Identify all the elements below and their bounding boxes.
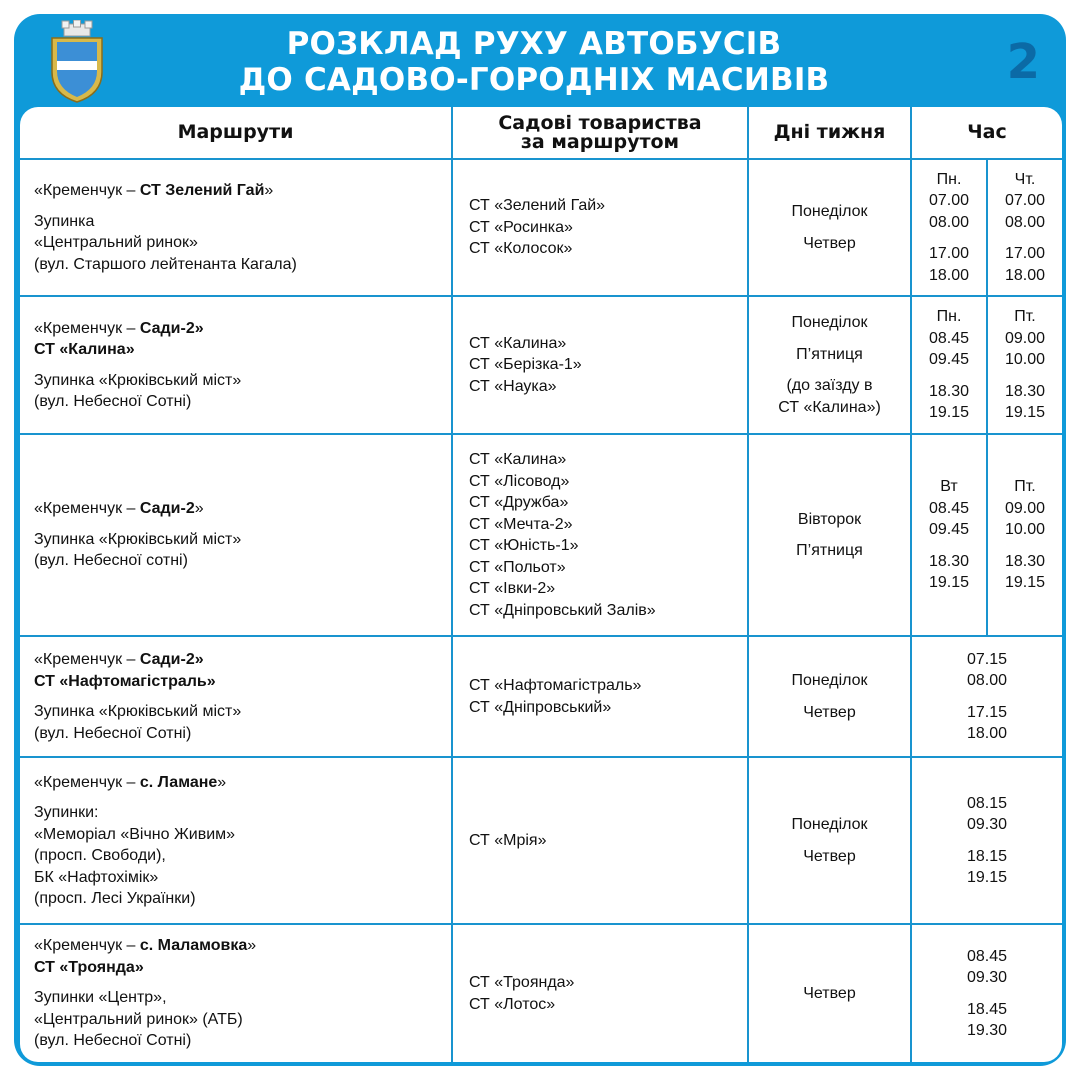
society-item: СТ «Польот» xyxy=(469,558,566,576)
societies-cell xyxy=(452,636,748,757)
route-name-prefix: «Кременчук – xyxy=(34,651,140,668)
spacer xyxy=(749,223,910,233)
time-day-label: Пн. xyxy=(936,170,962,188)
days-cell xyxy=(748,434,911,636)
route-name-suffix: » xyxy=(264,182,274,199)
departure-time: 17.15 xyxy=(966,703,1008,721)
society-item: СТ «Зелений Гай» xyxy=(469,197,606,215)
departure-time: 09.30 xyxy=(966,816,1008,833)
route-name xyxy=(34,649,451,671)
stop-info-line: БК «Нафтохімік» xyxy=(34,868,159,886)
spacer xyxy=(912,989,1062,999)
stop-info-line: «Центральний ринок» xyxy=(34,234,198,251)
table-row xyxy=(20,924,1062,1062)
weekday: П’ятниця xyxy=(796,542,863,559)
spacer xyxy=(749,334,910,344)
table-row xyxy=(20,296,1062,434)
societies-cell xyxy=(452,434,748,636)
spacer xyxy=(34,361,451,370)
stop-info-line: (вул. Небесної Сотні) xyxy=(34,393,192,410)
spacer xyxy=(34,520,451,529)
spacer xyxy=(749,365,910,375)
spacer xyxy=(749,530,910,540)
route-cell xyxy=(20,924,452,1062)
departure-time: 09.00 xyxy=(1004,499,1046,517)
table-row xyxy=(20,159,1062,296)
weekday: Четвер xyxy=(803,234,856,252)
days-note: СТ «Калина») xyxy=(778,398,881,416)
departure-time: 19.15 xyxy=(928,574,970,592)
route-society-name: СТ «Нафтомагістраль» xyxy=(34,672,216,690)
days-cell xyxy=(748,757,911,924)
stop-info-line: «Центральний ринок» (АТБ) xyxy=(34,1010,243,1028)
route-name xyxy=(34,935,451,957)
route-name-prefix: «Кременчук – xyxy=(34,319,140,337)
societies-cell xyxy=(452,159,748,296)
weekday: П’ятниця xyxy=(796,345,863,363)
spacer xyxy=(34,978,451,987)
departure-time: 17.00 xyxy=(928,245,970,263)
weekday: Вівторок xyxy=(797,510,862,528)
stop-info-line: (вул. Старшого лейтенанта Кагала) xyxy=(34,255,297,273)
society-item: СТ «Мечта-2» xyxy=(469,515,573,533)
weekday: Понеділок xyxy=(791,314,868,331)
departure-time: 08.00 xyxy=(928,213,970,231)
days-cell xyxy=(748,159,911,296)
stop-info-line: Зупинка «Крюківський міст» xyxy=(34,371,242,389)
departure-time: 19.30 xyxy=(966,1022,1008,1039)
title-line-2: ДО САДОВО-ГОРОДНІХ МАСИВІВ xyxy=(238,62,830,98)
stop-info-line: (вул. Небесної сотні) xyxy=(34,552,188,570)
title-line-1: РОЗКЛАД РУХУ АВТОБУСІВ xyxy=(286,26,782,62)
time-day-label: Пт. xyxy=(1014,308,1036,326)
society-item: СТ «Мрія» xyxy=(469,831,547,849)
departure-time: 18.45 xyxy=(966,1000,1008,1018)
society-item: СТ «Наука» xyxy=(469,377,557,395)
route-cell xyxy=(20,757,452,924)
route-name-destination: Сади-2 xyxy=(139,500,195,518)
society-item: СТ «Дружба» xyxy=(469,494,569,511)
table-header-row xyxy=(20,107,1062,159)
stop-info-line: Зупинка «Крюківський міст» xyxy=(34,703,242,720)
route-name xyxy=(34,318,451,340)
route-name xyxy=(34,180,451,202)
spacer xyxy=(988,371,1062,381)
column-header-societies-line2: за маршрутом xyxy=(520,130,680,153)
weekday: Четвер xyxy=(803,847,856,865)
time-column xyxy=(987,434,1062,636)
departure-time: 18.30 xyxy=(928,382,970,400)
departure-time: 18.30 xyxy=(928,552,970,570)
days-cell xyxy=(748,636,911,757)
departure-time: 10.00 xyxy=(1004,351,1046,369)
departure-time: 07.00 xyxy=(928,192,970,210)
departure-time: 09.45 xyxy=(928,351,970,369)
time-column xyxy=(911,159,987,296)
departure-time: 09.30 xyxy=(966,969,1008,986)
society-item: СТ «Івки-2» xyxy=(469,580,556,597)
society-item: СТ «Лісовод» xyxy=(469,472,570,490)
days-cell xyxy=(748,924,911,1062)
time-column xyxy=(987,159,1062,296)
time-column xyxy=(987,296,1062,434)
society-item: СТ «Калина» xyxy=(469,334,567,352)
departure-time: 08.45 xyxy=(928,499,970,517)
departure-time: 19.15 xyxy=(1004,404,1046,422)
route-name-prefix: «Кременчук – xyxy=(34,182,140,199)
society-item: СТ «Дніпровський» xyxy=(469,698,612,716)
table-row xyxy=(20,757,1062,924)
column-header-societies-line1: Садові товариства xyxy=(498,111,702,134)
column-header-societies xyxy=(452,107,748,159)
time-cell xyxy=(911,636,1062,757)
time-column xyxy=(911,434,987,636)
stop-info-line: Зупинка xyxy=(34,212,95,230)
societies-cell xyxy=(452,924,748,1062)
departure-time: 09.00 xyxy=(1004,329,1046,347)
society-item: СТ «Колосок» xyxy=(469,240,573,258)
society-item: СТ «Калина» xyxy=(469,451,567,468)
schedule-frame xyxy=(14,14,1066,1066)
schedule-table xyxy=(20,107,1062,1062)
stop-info-line: Зупинка «Крюківський міст» xyxy=(34,530,242,548)
departure-time: 08.45 xyxy=(928,329,970,347)
route-name-suffix: » xyxy=(217,773,227,791)
table-row xyxy=(20,636,1062,757)
society-item: СТ «Нафтомагістраль» xyxy=(469,677,642,694)
society-item: СТ «Троянда» xyxy=(469,974,575,991)
route-name-destination: Сади-2» xyxy=(139,319,204,337)
route-name-destination: с. Маламовка xyxy=(139,937,248,955)
route-cell xyxy=(20,159,452,296)
spacer xyxy=(749,692,910,702)
departure-time: 09.45 xyxy=(928,521,970,539)
departure-time: 18.00 xyxy=(1004,266,1046,284)
spacer xyxy=(749,836,910,846)
spacer xyxy=(912,692,1062,702)
spacer xyxy=(988,541,1062,551)
departure-time: 07.00 xyxy=(1004,192,1046,210)
spacer xyxy=(988,233,1062,243)
society-item: СТ «Берізка-1» xyxy=(469,356,582,374)
departure-time: 19.15 xyxy=(1004,574,1046,592)
departure-time: 18.00 xyxy=(966,725,1008,742)
spacer xyxy=(912,541,986,551)
route-society-name: СТ «Калина» xyxy=(34,341,135,358)
route-name xyxy=(34,498,451,520)
time-column xyxy=(911,296,987,434)
departure-time: 18.00 xyxy=(928,266,970,284)
header-banner xyxy=(14,14,1066,107)
time-day-label: Вт xyxy=(940,478,958,496)
column-header-days: Дні тижня xyxy=(748,107,911,159)
societies-cell xyxy=(452,757,748,924)
stop-info-line: «Меморіал «Вічно Живим» xyxy=(34,825,236,843)
stop-info-line: Зупинки: xyxy=(34,804,99,821)
society-item: СТ «Лотос» xyxy=(469,995,556,1013)
departure-time: 18.15 xyxy=(966,847,1008,865)
stop-info-line: (просп. Свободи), xyxy=(34,847,166,864)
route-cell xyxy=(20,434,452,636)
weekday: Понеділок xyxy=(791,672,868,689)
departure-time: 07.15 xyxy=(966,650,1008,668)
route-name-destination: с. Ламане xyxy=(139,773,218,791)
route-name-prefix: «Кременчук – xyxy=(34,773,140,791)
time-day-label: Пн. xyxy=(936,308,962,326)
time-cell xyxy=(911,924,1062,1062)
weekday: Четвер xyxy=(803,984,856,1002)
spacer xyxy=(912,233,986,243)
departure-time: 08.15 xyxy=(966,794,1008,812)
table-row xyxy=(20,434,1062,636)
departure-time: 08.00 xyxy=(1004,213,1046,231)
weekday: Понеділок xyxy=(791,816,868,833)
route-name-prefix: «Кременчук – xyxy=(34,500,140,518)
time-cell xyxy=(911,757,1062,924)
column-header-time: Час xyxy=(911,107,1062,159)
route-cell xyxy=(20,296,452,434)
route-name-suffix: » xyxy=(194,500,204,518)
route-name xyxy=(34,772,451,794)
column-header-routes: Маршрути xyxy=(20,107,452,159)
city-coat-of-arms-icon xyxy=(42,20,112,104)
page-number: 2 xyxy=(1006,34,1040,90)
days-note: (до заїзду в xyxy=(786,377,873,394)
schedule-table-container xyxy=(20,107,1062,1062)
departure-time: 10.00 xyxy=(1004,521,1046,539)
route-name-destination: СТ Зелений Гай xyxy=(139,182,265,199)
page-title xyxy=(184,26,884,98)
departure-time: 17.00 xyxy=(1004,245,1046,263)
spacer xyxy=(34,793,451,802)
route-cell xyxy=(20,636,452,757)
spacer xyxy=(34,692,451,701)
departure-time: 08.00 xyxy=(966,672,1008,689)
society-item: СТ «Росинка» xyxy=(469,218,573,236)
stop-info-line: Зупинки «Центр», xyxy=(34,989,167,1007)
departure-time: 18.30 xyxy=(1004,552,1046,570)
departure-time: 18.30 xyxy=(1004,382,1046,400)
weekday: Четвер xyxy=(803,703,856,721)
spacer xyxy=(34,202,451,211)
stop-info-line: (вул. Небесної Сотні) xyxy=(34,1032,192,1050)
route-name-prefix: «Кременчук – xyxy=(34,937,140,955)
societies-cell xyxy=(452,296,748,434)
society-item: СТ «Дніпровський Залів» xyxy=(469,601,656,619)
society-item: СТ «Юність-1» xyxy=(469,537,579,554)
stop-info-line: (просп. Лесі Українки) xyxy=(34,890,196,907)
departure-time: 19.15 xyxy=(928,404,970,422)
route-name-suffix: » xyxy=(247,937,257,955)
departure-time: 19.15 xyxy=(966,869,1008,886)
route-society-name: СТ «Троянда» xyxy=(34,958,144,976)
stop-info-line: (вул. Небесної Сотні) xyxy=(34,724,192,742)
time-day-label: Пт. xyxy=(1014,478,1036,496)
departure-time: 08.45 xyxy=(966,947,1008,965)
weekday: Понеділок xyxy=(791,203,868,220)
spacer xyxy=(912,836,1062,846)
time-day-label: Чт. xyxy=(1014,170,1036,188)
spacer xyxy=(912,371,986,381)
days-cell xyxy=(748,296,911,434)
route-name-destination: Сади-2» xyxy=(139,651,204,668)
